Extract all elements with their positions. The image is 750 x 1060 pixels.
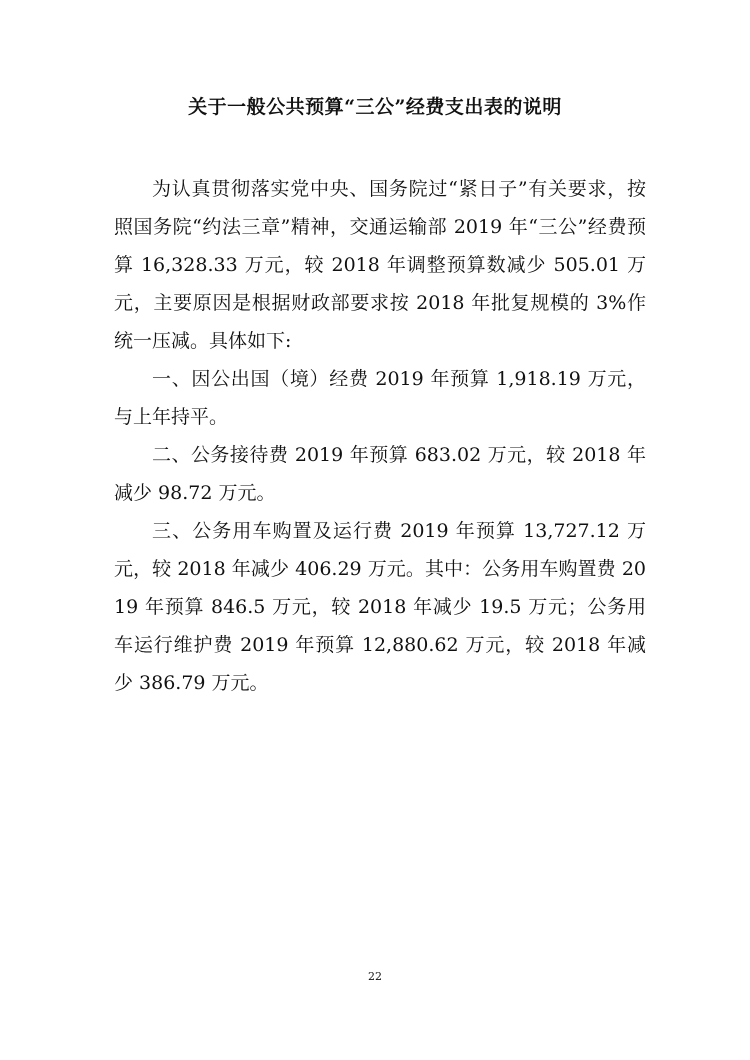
paragraph-travel-abroad: 一、因公出国（境）经费 2019 年预算 1,918.19 万元，与上年持平。 <box>114 368 646 428</box>
page-number: 22 <box>368 970 382 983</box>
paragraph-reception: 二、公务接待费 2019 年预算 683.02 万元，较 2018 年减少 98.72 万元。 <box>114 444 646 504</box>
document-title: 关于一般公共预算“三公”经费支出表的说明 <box>188 96 562 118</box>
paragraph-vehicles: 三、公务用车购置及运行费 2019 年预算 13,727.12 万元，较 2018 年减少 406.29 万元。其中：公务用车购置费 2019 年预算 846.5 万元，较 2018 年减少 19.5 万元；公务用车运行维护费 2019 年预算 12,880.62 万元，较 2018 年减少 386.79 万元。 <box>114 520 646 694</box>
document-body <box>114 170 646 702</box>
paragraph-intro: 为认真贯彻落实党中央、国务院过“紧日子”有关要求，按照国务院“约法三章”精神，交通运输部 2019 年“三公”经费预算 16,328.33 万元，较 2018 年调整预算数减少 505.01 万元，主要原因是根据财政部要求按 2018 年批复规模的 3%作统一压减。具体如下: <box>114 178 646 352</box>
